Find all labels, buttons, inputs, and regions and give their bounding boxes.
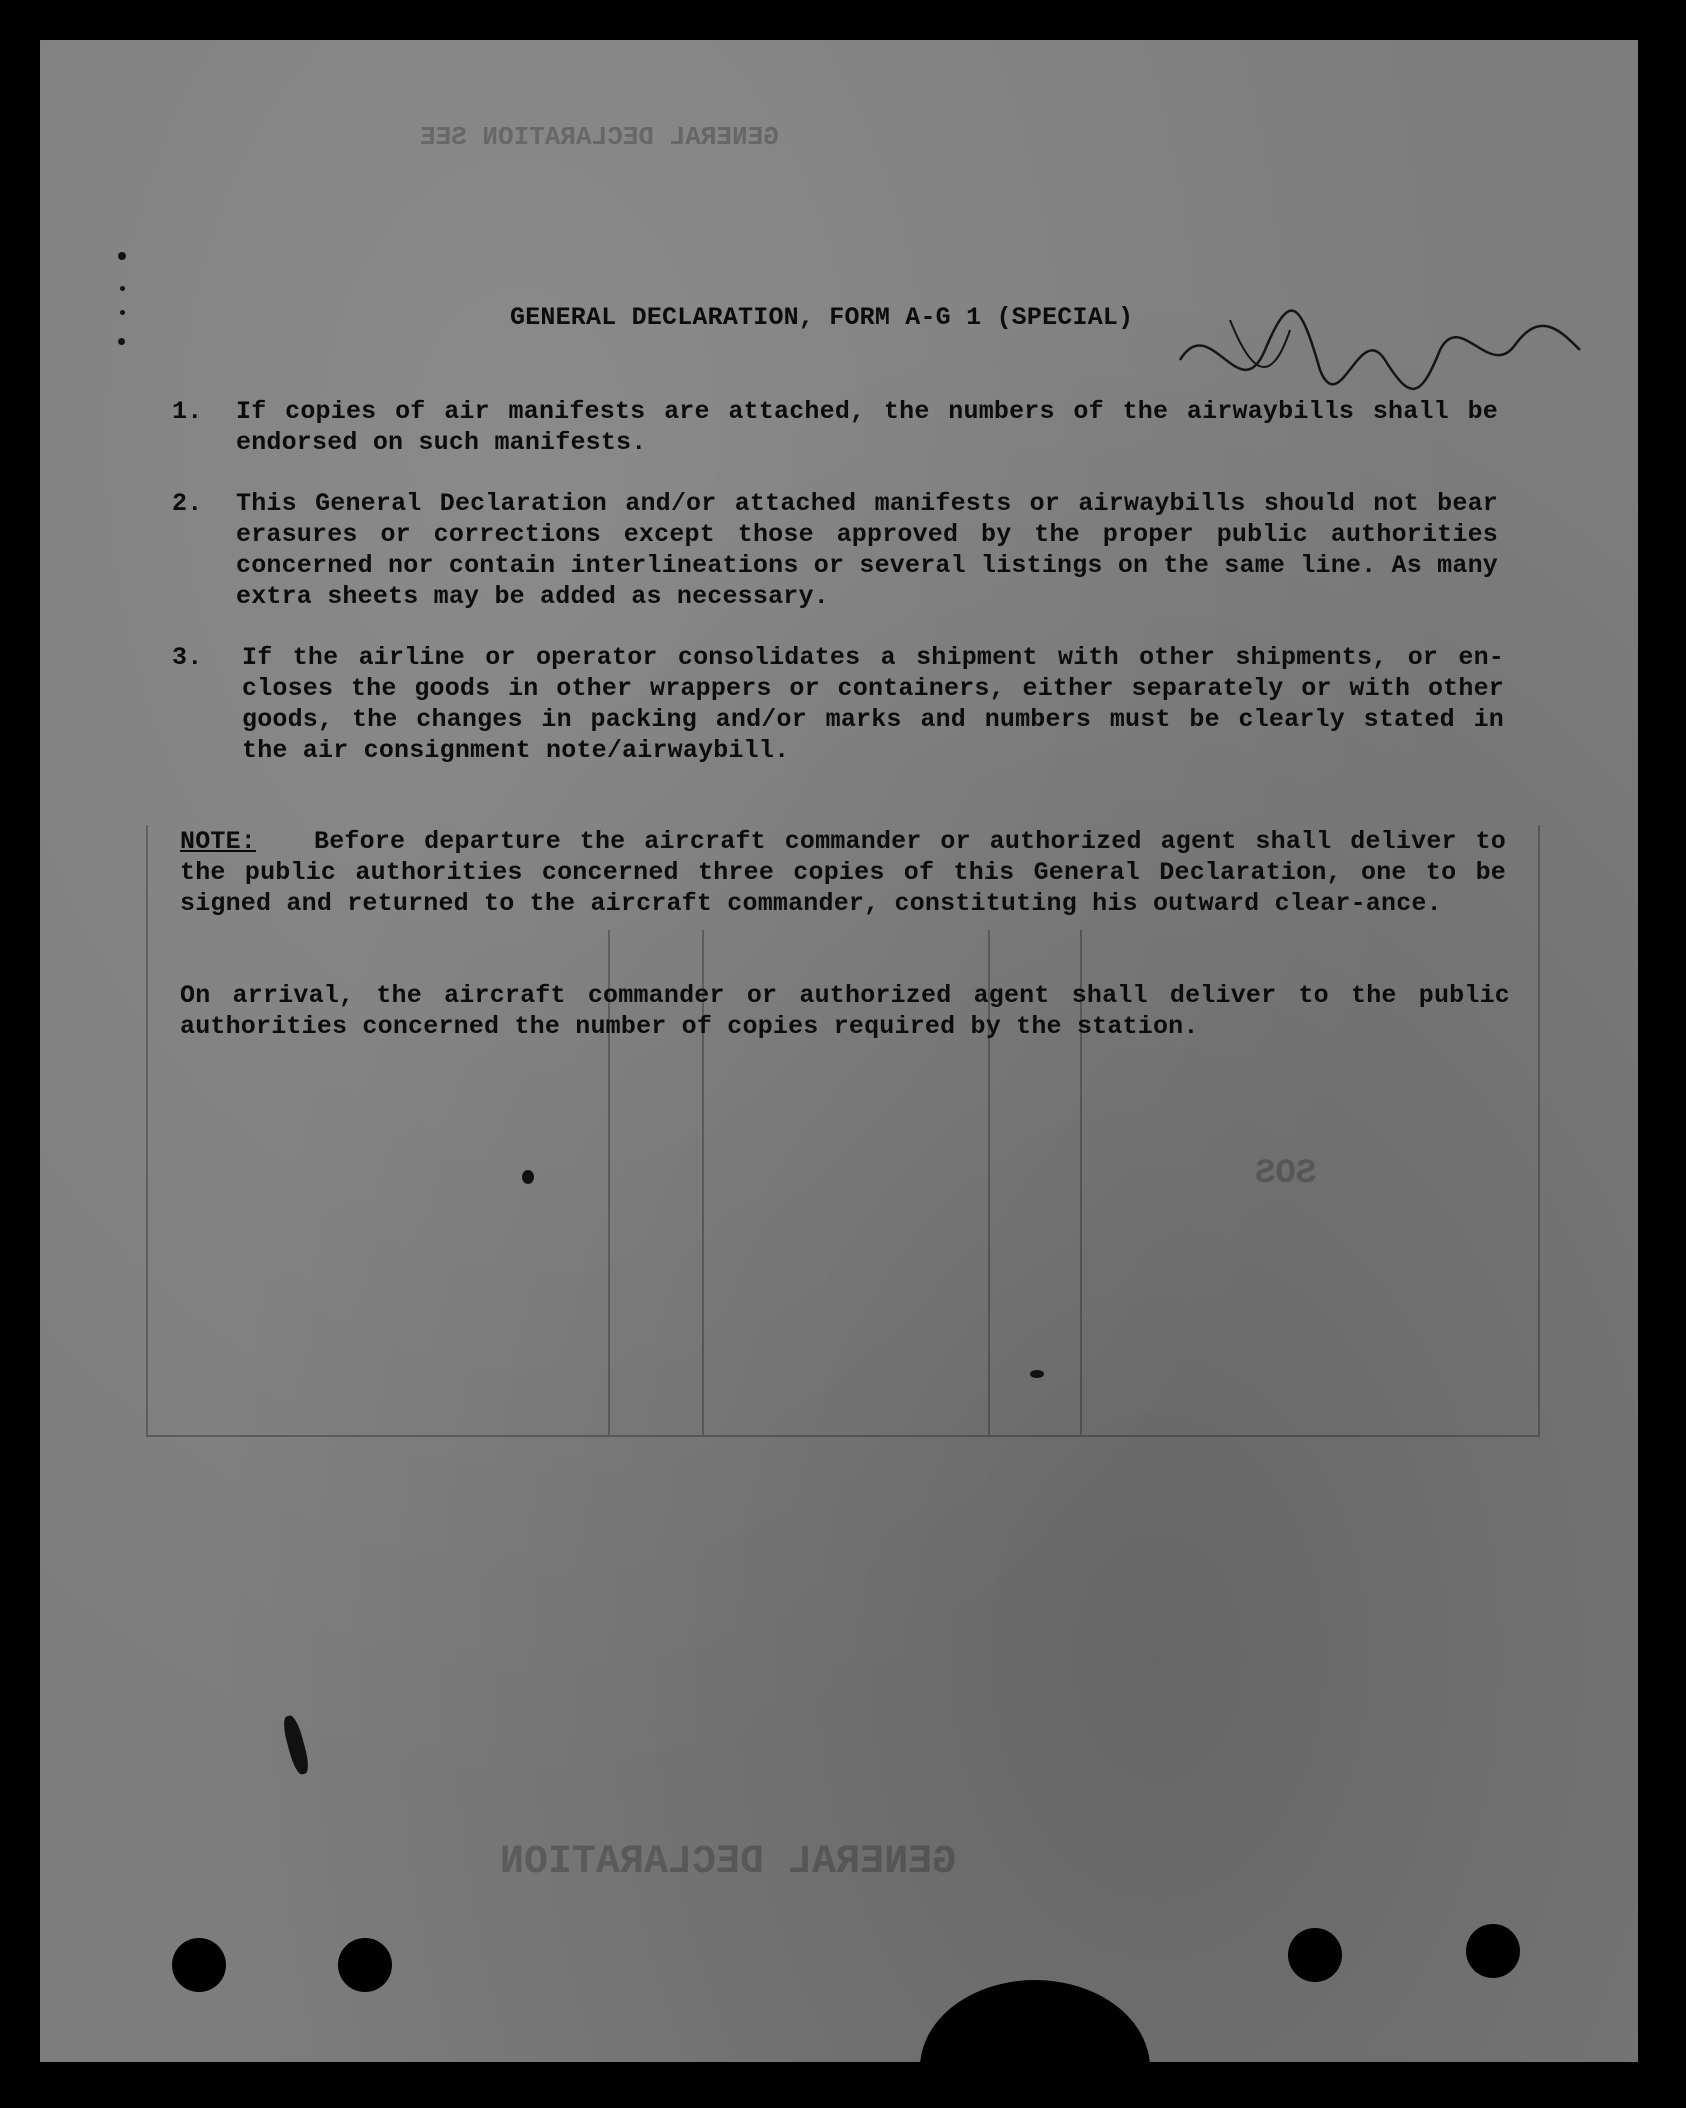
ink-speck	[281, 1714, 312, 1776]
departure-note	[180, 826, 1506, 919]
item-number: 3.	[172, 643, 203, 672]
item-text: This General Declaration and/or attached manifests or airwaybills should not bear erasures or corrections except those approved by the proper public authorities concerned nor contain interlineations or several listings on the same line. As many extra sheets may be added as necessary.	[236, 489, 1498, 611]
item-text: If the airline or operator consolidates a shipment with other shipments, or en-closes the goods in other wrappers or containers, either separately or with other goods, the changes in packing and/or marks and numbers must be clearly stated in the air consignment note/airwaybill.	[242, 643, 1504, 765]
ghost-text-top: GENERAL DECLARATION SEE	[420, 122, 779, 152]
paper-tear	[920, 1980, 1150, 2062]
ghost-table-bottom-border	[146, 1435, 1540, 1437]
punch-hole	[172, 1938, 226, 1992]
document-title: GENERAL DECLARATION, FORM A-G 1 (SPECIAL)	[510, 303, 1134, 332]
ghost-table-right-border	[1538, 825, 1540, 1435]
document-sheet	[40, 40, 1638, 2062]
punch-hole	[338, 1938, 392, 1992]
note-text: Before departure the aircraft commander or authorized agent shall deliver to the public authorities concerned three copies of this General Declaration, one to be signed and returned to the aircraft commander, constituting his outward clear-ance.	[180, 827, 1506, 918]
item-number: 1.	[172, 397, 203, 426]
punch-hole	[1466, 1924, 1520, 1978]
ghost-table-left-border	[146, 825, 148, 1435]
item-number: 2.	[172, 489, 203, 518]
item-text: If copies of air manifests are attached, the numbers of the airwaybills shall be endorsed on such manifests.	[236, 397, 1498, 457]
margin-dot	[118, 338, 125, 345]
punch-hole	[1288, 1928, 1342, 1982]
margin-dot	[120, 286, 125, 291]
note-label: NOTE:	[180, 827, 257, 856]
margin-dot	[118, 252, 126, 260]
ink-speck	[522, 1170, 534, 1184]
ghost-text-middle: SOS	[1255, 1155, 1317, 1193]
ink-speck	[1030, 1370, 1044, 1378]
arrival-paragraph: On arrival, the aircraft commander or authorized agent shall deliver to the public authorities concerned the number of copies required by the station.	[180, 981, 1510, 1041]
ghost-text-bottom: GENERAL DECLARATION	[500, 1840, 957, 1885]
margin-dot	[120, 310, 125, 315]
